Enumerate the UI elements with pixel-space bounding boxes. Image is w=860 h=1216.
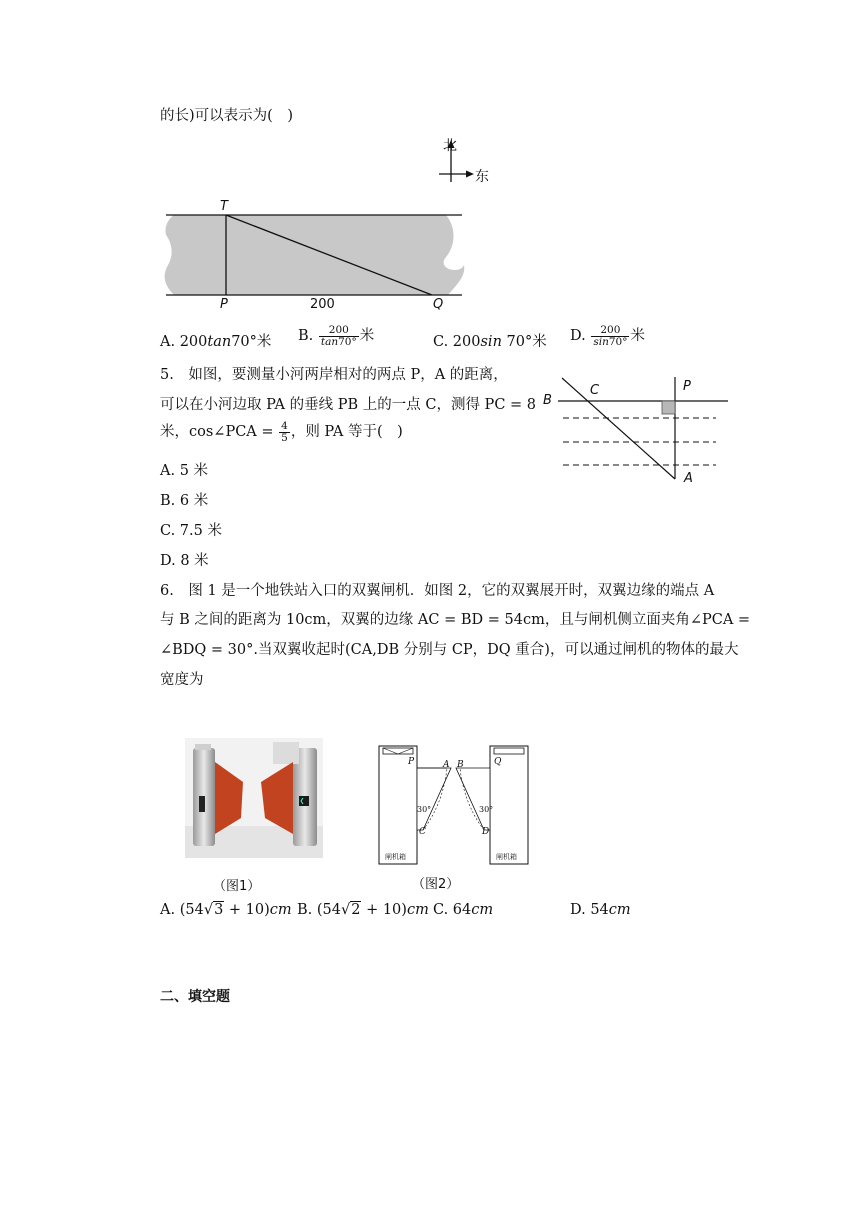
fraction <box>591 325 629 348</box>
fraction <box>319 325 359 348</box>
option-tail: 70°米 <box>501 334 547 350</box>
option-letter: D. <box>570 902 591 918</box>
fraction-denominator-func: sin <box>593 335 609 348</box>
option-letter: B. <box>298 328 318 344</box>
q6-option-c[interactable] <box>433 902 493 918</box>
gate-angle-left: 30° <box>417 805 432 814</box>
label-P: P <box>220 297 228 312</box>
label-200: 200 <box>310 297 335 312</box>
river-diagram <box>160 205 470 305</box>
gate-label-C: C <box>419 827 426 837</box>
q6-line-2: 与 B 之间的距离为 10cm，双翼的边缘 AC = BD = 54cm，且与闸机侧立面夹角∠PCA = <box>160 612 751 628</box>
river-water <box>165 215 465 295</box>
gate-label-P: P <box>408 757 415 767</box>
option-value: 54 <box>590 902 609 918</box>
option-tail: 米 <box>359 328 375 344</box>
option-value: 200 <box>452 334 481 350</box>
sqrt-radicand: 2 <box>351 902 361 918</box>
q5-option-a[interactable]: A. 5 米 <box>160 463 209 479</box>
q4-option-d[interactable] <box>570 324 645 348</box>
option-unit: cm <box>269 902 292 918</box>
fraction-4-5 <box>279 421 290 444</box>
option-letter: A. <box>160 902 180 918</box>
label-Q: Q <box>433 297 444 312</box>
q5-line-3 <box>160 420 403 444</box>
option-suffix: + 10) <box>361 902 407 918</box>
compass-north-label: 北 <box>443 138 457 154</box>
q5-line-3-end: ，则 PA 等于( ) <box>290 424 403 440</box>
option-unit: cm <box>471 902 494 918</box>
q5-line-2: 可以在小河边取 PA 的垂线 PB 上的一点 C，测得 PC = 8 <box>160 397 537 413</box>
option-letter: C. <box>433 334 453 350</box>
q5-line-1: 5. 如图，要测量小河两岸相对的两点 P，A 的距离， <box>160 367 508 383</box>
turnstile-photo <box>185 738 323 858</box>
option-value: 64 <box>452 902 472 918</box>
q4-option-a[interactable] <box>160 330 271 351</box>
fraction-denominator: 5 <box>281 431 288 444</box>
compass-diagram <box>430 134 500 186</box>
gate-box-right-label: 闸机箱 <box>496 853 517 861</box>
label-P: P <box>683 379 691 394</box>
gate-angle-right: 30° <box>479 805 494 814</box>
q6-option-b[interactable] <box>297 902 429 918</box>
gate-label-A: A <box>443 760 450 770</box>
fraction-denominator-func: tan <box>320 335 339 348</box>
option-tail: 米 <box>630 328 645 344</box>
sqrt-radicand: 3 <box>214 902 224 918</box>
q4-stem-tail: 的长)可以表示为( ) <box>160 108 293 124</box>
fraction-numerator: 200 <box>319 325 359 337</box>
option-letter: B. <box>297 902 317 918</box>
sqrt-sign: √ <box>203 902 214 918</box>
option-letter: C. <box>433 902 453 918</box>
q5-option-b[interactable]: B. 6 米 <box>160 493 209 509</box>
q5-diagram <box>538 372 738 492</box>
option-value: 200 <box>179 334 208 350</box>
compass-east-label: 东 <box>475 169 489 185</box>
option-prefix: (54 <box>316 902 341 918</box>
option-unit: cm <box>608 902 631 918</box>
option-letter: D. <box>570 328 591 344</box>
q6-line-3: ∠BDQ = 30°.当双翼收起时(CA,DB 分别与 CP，DQ 重合)，可以通过闸机的物体的最大 <box>160 642 739 658</box>
option-tail: 70°米 <box>231 334 272 350</box>
gate-label-Q: Q <box>494 757 502 767</box>
option-suffix: + 10) <box>224 902 270 918</box>
gate-label-B: B <box>457 760 464 770</box>
label-B: B <box>543 393 552 408</box>
q6-option-d[interactable] <box>570 902 631 918</box>
figure1-caption: （图1） <box>213 879 261 894</box>
section-2-title: 二、填空题 <box>160 989 230 1005</box>
figure2-caption: （图2） <box>412 877 460 892</box>
fraction-numerator: 4 <box>281 419 288 432</box>
fraction-denominator-angle: 70° <box>338 335 357 348</box>
option-prefix: (54 <box>179 902 204 918</box>
q5-line-3-start: 米，cos∠PCA = <box>160 424 279 440</box>
q5-option-c[interactable]: C. 7.5 米 <box>160 523 222 539</box>
option-unit: cm <box>406 902 429 918</box>
q6-line-1: 6. 图 1 是一个地铁站入口的双翼闸机．如图 2，它的双翼展开时，双翼边缘的端点 A <box>160 583 715 599</box>
option-func: tan <box>207 334 232 350</box>
fraction-numerator: 200 <box>591 325 629 337</box>
q4-option-c[interactable] <box>433 330 547 351</box>
gate-diagram <box>375 738 535 868</box>
gate-label-D: D <box>482 827 490 837</box>
gate-box-left-label: 闸机箱 <box>385 853 406 861</box>
option-func: sin <box>480 334 502 350</box>
fraction-denominator-angle: 70° <box>608 335 628 348</box>
q6-line-4: 宽度为 <box>160 672 204 688</box>
q4-option-b[interactable] <box>298 324 374 348</box>
label-T: T <box>220 199 228 214</box>
q5-option-d[interactable]: D. 8 米 <box>160 553 209 569</box>
sqrt-sign: √ <box>340 902 351 918</box>
label-C: C <box>590 383 600 398</box>
label-A: A <box>684 471 693 486</box>
q6-option-a[interactable] <box>160 902 292 918</box>
option-letter: A. <box>160 334 180 350</box>
